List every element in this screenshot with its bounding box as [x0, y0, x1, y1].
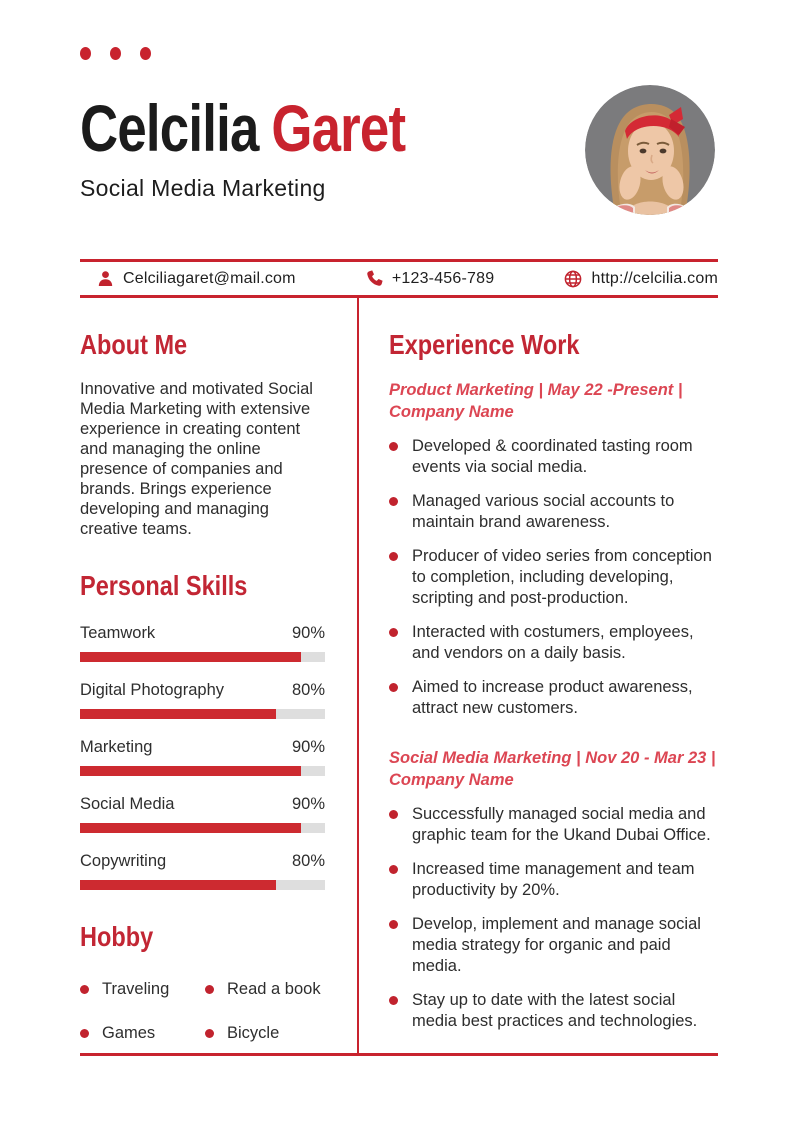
- job-bullet: [389, 546, 718, 609]
- contact-bar: [80, 259, 718, 298]
- job-entry: [389, 747, 718, 1032]
- job-bullet-list: [389, 804, 718, 1032]
- skill-progress-fill: [80, 709, 276, 719]
- skill-row: [80, 852, 325, 890]
- job-bullet: [389, 491, 718, 533]
- hobby-item: [80, 980, 205, 999]
- hobby-label: Games: [102, 1024, 156, 1042]
- skill-percent: 90%: [291, 738, 325, 756]
- jobs-list: [389, 379, 718, 1032]
- bullet-text: Producer of video series from conception to completion, including developing, scripting and post-production.: [412, 547, 712, 607]
- hobby-title: Hobby: [80, 921, 154, 952]
- hobby-item: [205, 1024, 325, 1043]
- about-me-text: Innovative and motivated Social Media Marketing with extensive experience in creating content and managing the online presence of companies and brands. Brings experience developing and managing creative teams.: [80, 380, 313, 538]
- contact-email: [97, 270, 296, 288]
- bullet-text: Aimed to increase product awareness, attract new customers.: [412, 678, 693, 717]
- bullet-text: Increased time management and team productivity by 20%.: [412, 860, 695, 899]
- skill-progress-track: [80, 823, 325, 833]
- skill-progress-track: [80, 652, 325, 662]
- skill-progress-fill: [80, 823, 301, 833]
- bullet-dot-icon: [389, 442, 398, 451]
- bullet-dot-icon: [80, 1029, 89, 1038]
- bullet-text: Managed various social accounts to maintain brand awareness.: [412, 492, 675, 531]
- job-entry: [389, 379, 718, 719]
- dot-icon: [110, 47, 121, 60]
- hobby-item: [205, 980, 325, 999]
- hobby-label: Traveling: [102, 980, 170, 998]
- skill-progress-track: [80, 880, 325, 890]
- profile-photo: [585, 85, 715, 215]
- bullet-dot-icon: [389, 810, 398, 819]
- skill-row: [80, 795, 325, 833]
- decorative-dots: [80, 0, 718, 60]
- job-bullet: [389, 859, 718, 901]
- bullet-dot-icon: [205, 985, 214, 994]
- bullet-text: Stay up to date with the latest social media best practices and technologies.: [412, 991, 698, 1030]
- bullet-dot-icon: [389, 628, 398, 637]
- job-bullet: [389, 677, 718, 719]
- bullet-text: Successfully managed social media and graphic team for the Ukand Dubai Office.: [412, 805, 711, 844]
- phone-icon: [366, 270, 383, 287]
- hobby-label: Read a book: [227, 980, 321, 998]
- bullet-dot-icon: [389, 865, 398, 874]
- skill-progress-fill: [80, 766, 301, 776]
- bullet-dot-icon: [389, 996, 398, 1005]
- skills-list: [80, 624, 325, 890]
- skill-percent: 90%: [291, 624, 325, 642]
- content-columns: [80, 298, 718, 1056]
- contact-website: [564, 270, 718, 288]
- email-text: Celciliagaret@mail.com: [123, 269, 296, 287]
- last-name: Garet: [271, 91, 406, 165]
- experience-work-title: Experience Work: [389, 329, 580, 360]
- contact-phone: [366, 270, 495, 288]
- bullet-text: Develop, implement and manage social media strategy for organic and paid media.: [412, 915, 701, 975]
- website-text: http://celcilia.com: [591, 269, 718, 287]
- phone-text: +123-456-789: [391, 269, 495, 287]
- hobby-list: [80, 980, 325, 1043]
- bullet-dot-icon: [389, 497, 398, 506]
- bullet-text: Developed & coordinated tasting room events via social media.: [412, 437, 693, 476]
- hobby-label: Bicycle: [227, 1024, 280, 1042]
- bullet-dot-icon: [389, 683, 398, 692]
- skill-row: [80, 738, 325, 776]
- skill-percent: 80%: [291, 852, 325, 870]
- right-column: [357, 298, 718, 1053]
- skill-percent: 80%: [291, 681, 325, 699]
- skill-row: [80, 624, 325, 662]
- skill-progress-fill: [80, 880, 276, 890]
- skill-row: [80, 681, 325, 719]
- job-bullet: [389, 804, 718, 846]
- globe-icon: [564, 270, 582, 288]
- bullet-dot-icon: [205, 1029, 214, 1038]
- job-bullet: [389, 436, 718, 478]
- personal-skills-title: Personal Skills: [80, 570, 248, 601]
- skill-label: Teamwork: [80, 624, 156, 642]
- skill-progress-fill: [80, 652, 301, 662]
- dot-icon: [140, 47, 151, 60]
- bullet-dot-icon: [389, 920, 398, 929]
- dot-icon: [80, 47, 91, 60]
- job-subtitle: Social Media Marketing: [80, 175, 326, 201]
- job-bullet-list: [389, 436, 718, 719]
- left-column: [80, 298, 357, 1053]
- bullet-text: Interacted with costumers, employees, and vendors on a daily basis.: [412, 623, 694, 662]
- skill-label: Social Media: [80, 795, 175, 813]
- job-heading: Social Media Marketing | Nov 20 - Mar 23 | Company Name: [389, 749, 716, 789]
- bullet-dot-icon: [80, 985, 89, 994]
- job-bullet: [389, 990, 718, 1032]
- portrait-illustration: [585, 85, 715, 215]
- hobby-item: [80, 1024, 205, 1043]
- bullet-dot-icon: [389, 552, 398, 561]
- job-bullet: [389, 914, 718, 977]
- first-name: Celcilia: [80, 91, 259, 165]
- skill-label: Digital Photography: [80, 681, 225, 699]
- job-heading: Product Marketing | May 22 -Present | Company Name: [389, 381, 683, 421]
- job-bullet: [389, 622, 718, 664]
- skill-label: Marketing: [80, 738, 153, 756]
- person-icon: [97, 270, 114, 287]
- skill-progress-track: [80, 766, 325, 776]
- about-me-title: About Me: [80, 329, 188, 360]
- skill-progress-track: [80, 709, 325, 719]
- skill-percent: 90%: [291, 795, 325, 813]
- skill-label: Copywriting: [80, 852, 167, 870]
